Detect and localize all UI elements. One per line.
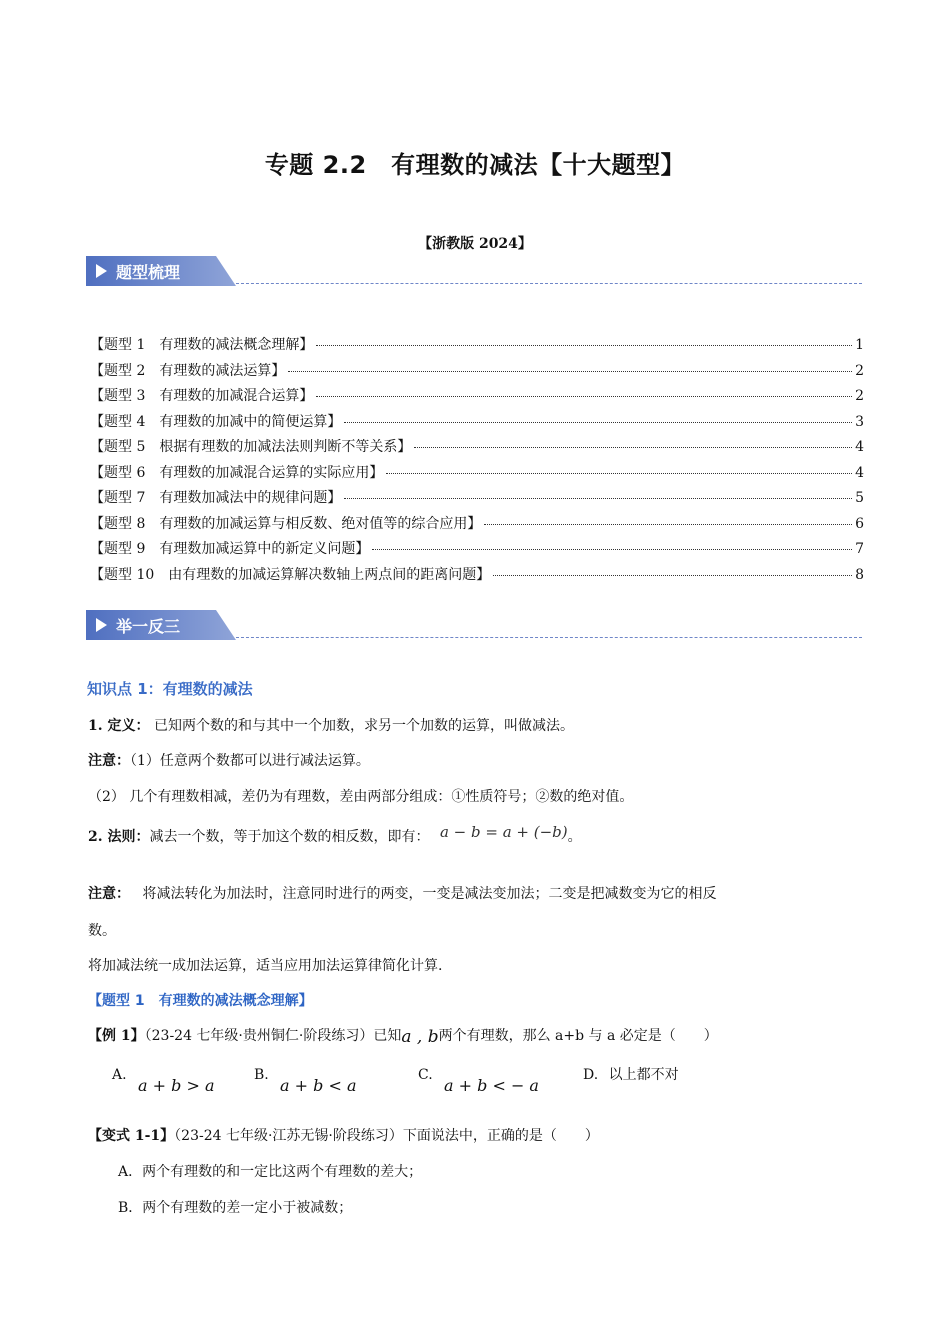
banner-label: 举一反三 <box>116 617 181 636</box>
option-c[interactable]: C. a + b < − a <box>418 1067 539 1095</box>
toc-item[interactable]: 【题型 4 有理数的加减中的简便运算】 3 <box>90 413 864 430</box>
example-1: 【例 1】（23-24 七年级·贵州铜仁·阶段练习）已知a , b两个有理数，那么 a+b 与 a 必定是（ ） <box>88 1027 718 1047</box>
option-a[interactable]: A. a + b > a <box>112 1067 215 1095</box>
rule-line: 2. 法则：减去一个数，等于加这个数的相反数，即有： a − b = a + (−b)。 <box>88 823 582 845</box>
toc-item[interactable]: 【题型 10 由有理数的加减运算解决数轴上两点间的距离问题】 8 <box>90 566 864 583</box>
toc-item[interactable]: 【题型 8 有理数的加减运算与相反数、绝对值等的综合应用】 6 <box>90 515 864 532</box>
option-d[interactable]: D. 以上都不对 <box>583 1067 679 1083</box>
variant-1-1: 【变式 1-1】（23-24 七年级·江苏无锡·阶段练习）下面说法中，正确的是（ ） <box>88 1128 599 1144</box>
section-banner-types <box>86 256 862 286</box>
toc-item[interactable]: 【题型 3 有理数的加减混合运算】 2 <box>90 388 864 404</box>
play-arrow-icon <box>96 264 107 278</box>
question-type-heading: 【题型 1 有理数的减法概念理解】 <box>88 993 313 1009</box>
page-title: 专题 2.2 有理数的减法【十大题型】 <box>264 151 686 179</box>
note-2-cont: 数。 <box>88 923 116 939</box>
edition-label: 【浙教版 2024】 <box>418 236 532 252</box>
toc-item[interactable]: 【题型 6 有理数的加减混合运算的实际应用】 4 <box>90 464 864 481</box>
note-line-1: 注意：（1）任意两个数都可以进行减法运算。 <box>88 753 370 769</box>
definition-line: 1. 定义： 已知两个数的和与其中一个加数，求另一个加数的运算，叫做减法。 <box>88 718 574 734</box>
banner-label: 题型梳理 <box>116 263 181 282</box>
toc-item[interactable]: 【题型 9 有理数加减运算中的新定义问题】 7 <box>90 541 864 557</box>
toc-item[interactable]: 【题型 7 有理数加减法中的规律问题】 5 <box>90 490 864 506</box>
section-banner-practice <box>86 610 862 640</box>
table-of-contents <box>90 334 864 589</box>
note-2: 注意： 将减法转化为加法时，注意同时进行的两变，一变是减法变加法；二变是把减数变为它的相反 <box>88 886 717 902</box>
note-line-2: （2） 几个有理数相减，差仍为有理数，差由两部分组成：①性质符号；②数的绝对值。 <box>88 789 634 805</box>
toc-item[interactable]: 【题型 5 根据有理数的加减法法则判断不等关系】 4 <box>90 439 864 455</box>
toc-item[interactable]: 【题型 1 有理数的减法概念理解】 1 <box>90 337 864 353</box>
variant-option-a[interactable]: A．两个有理数的和一定比这两个有理数的差大； <box>118 1164 423 1180</box>
variant-option-b[interactable]: B．两个有理数的差一定小于被减数； <box>118 1200 353 1216</box>
summary-line: 将加减法统一成加法运算，适当应用加法运算律简化计算. <box>88 958 443 974</box>
knowledge-heading: 知识点 1：有理数的减法 <box>87 680 253 698</box>
play-arrow-icon <box>96 618 107 632</box>
toc-item[interactable]: 【题型 2 有理数的减法运算】 2 <box>90 362 864 379</box>
option-b[interactable]: B. a + b < a <box>254 1067 357 1095</box>
rule-formula: a − b = a + (−b) <box>439 823 568 841</box>
